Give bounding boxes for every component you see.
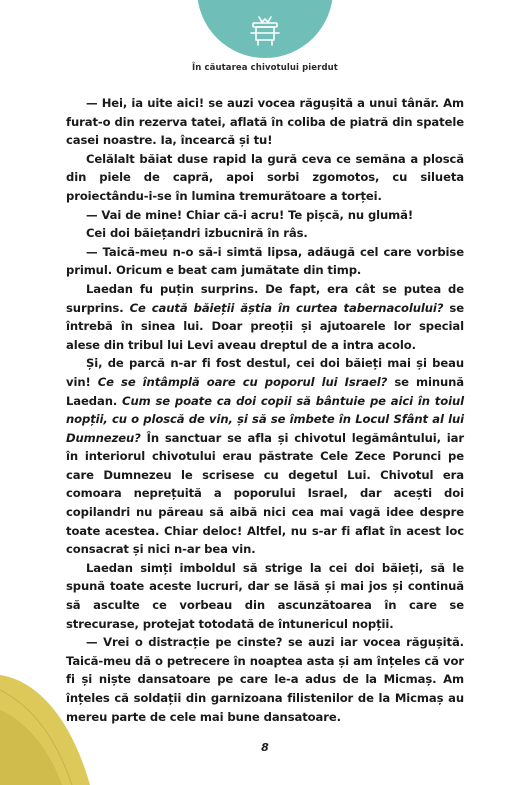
italic-run: Ce caută băieții ăștia în curtea tabernacolului?	[129, 300, 444, 315]
ark-of-covenant-icon	[249, 14, 281, 48]
text-run: — Vai de mine! Chiar că-i acru! Te pișcă, nu glumă!	[86, 207, 414, 222]
running-header: În căutarea chivotului pierdut	[192, 63, 338, 73]
paragraph	[66, 243, 464, 280]
paragraph	[66, 224, 464, 243]
text-run: — Hei, ia uite aici! se auzi vocea răgușită a unui tânăr. Am furat-o din rezerva tatei, aflată în coliba de piatră din spatele casei noastre. Ia, încearcă și tu!	[66, 96, 464, 148]
paragraph	[66, 280, 464, 354]
text-run: se întrebă în sinea lui. Doar preoții și ajutoarele lor special alese din tribul lui Levi aveau dreptul de a intra acolo.	[66, 300, 464, 352]
text-run: Celălalt băiat duse rapid la gură ceva ce semăna a ploscă din piele de capră, apoi sorbi zgomotos, cu silueta proiectându-i-se în lumina tremurătoare a torței.	[66, 151, 464, 203]
text-run: Și, de parcă n-ar fi fost destul, cei doi băieți mai și beau vin!	[66, 356, 464, 389]
italic-run: Ce se întâmplă oare cu poporul lui Israel?	[97, 374, 388, 389]
text-run: În sanctuar se afla și chivotul legământului, iar în interiorul chivotului erau păstrate Cele Zece Porunci pe care Dumnezeu le scrisese cu degetul Lui. Chivotul era comoara neprețuită a poporului Israel, dar acești doi copilandri nu păreau să aibă nici cea mai vagă idee despre toate acestea. Chiar deloc! Altfel, nu s-ar fi aflat în acest loc consacrat și nici n-ar bea vin.	[66, 430, 464, 557]
text-run: Laedan fu puțin surprins. De fapt, era cât se putea de surprins.	[66, 281, 464, 315]
paragraph	[66, 206, 464, 225]
italic-run: Cum se poate ca doi copii să bântuie pe aici în toiul nopții, cu o ploscă de vin, și să se îmbete în Locul Sfânt al lui Dumnezeu?	[66, 393, 464, 445]
paragraph	[66, 150, 464, 206]
text-run: Cei doi băiețandri izbucniră în râs.	[86, 226, 308, 241]
text-run: se minună Laedan.	[66, 374, 465, 408]
paragraph	[66, 354, 464, 559]
text-run: — Vrei o distracție pe cinste? se auzi iar vocea răgușită. Taică-meu dă o petrecere în noaptea asta și am înțeles că vor fi și niște dansatoare pe care le-a adus de la Micmaș. Am înțeles că soldații din garnizoana filistenilor de la Micmaș au mereu parte de cele mai bune dansatoare.	[66, 635, 464, 724]
paragraph	[66, 94, 464, 150]
page-number: 8	[261, 741, 269, 754]
text-run: — Taică-meu n-o să-i simtă lipsa, adăugă cel care vorbise primul. Oricum e beat cam jumătate din timp.	[66, 244, 464, 278]
text-run: Laedan simți imboldul să strige la cei doi băieți, să le spună toate aceste lucruri, dar se lăsă și mai jos și continuă să asculte ce vorbeau din ascunzătoarea în care se strecurase, protejat totodată de întunericul nopții.	[66, 560, 464, 631]
leaf-decoration	[0, 620, 130, 785]
